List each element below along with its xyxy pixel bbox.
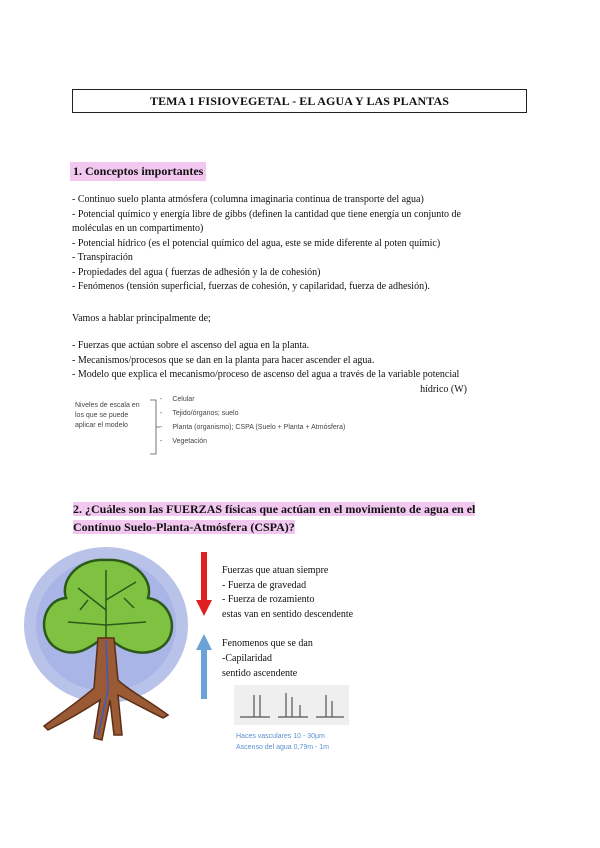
topics-list [72, 339, 522, 397]
list-item: -Capilaridad [222, 653, 272, 664]
list-item: Fenomenos que se dan [222, 638, 313, 649]
scale-label: Niveles de escala en los que se puede aplicar el modelo [75, 402, 140, 429]
photo-caption [236, 731, 329, 753]
list-item: - Planta (organismo); CSPA (Suelo + Planta + Atmósfera) [160, 424, 346, 431]
force-arrows [195, 550, 215, 700]
list-item: - Celular [160, 396, 195, 403]
list-item: - Potencial químico y energía libre de gibbs (definen la cantidad que tiene energía un conjunto de [72, 208, 461, 220]
tree-illustration [18, 540, 193, 755]
list-item: - Transpiración [72, 252, 133, 263]
list-item: - Fuerza de gravedad [222, 579, 307, 591]
list-item: hídrico (W) [420, 383, 467, 395]
section-1-heading: 1. Conceptos importantes [70, 162, 206, 181]
section-2-heading: 2. ¿Cuáles son las FUERZAS físicas que actúan en el movimiento de agua en el Contínuo Suelo-Planta-Atmósfera (CSPA)? [73, 502, 476, 534]
list-item: sentido ascendente [222, 668, 298, 679]
list-item: - Fuerza de rozamiento [222, 594, 315, 605]
scale-list [160, 396, 420, 452]
list-item: - Fenómenos (tensión superficial, fuerzas de cohesión, y capilaridad, fuerza de adhesión). [72, 281, 430, 292]
up-arrow-icon [196, 634, 212, 699]
list-item: - Tejido/órganos; suelo [160, 410, 239, 417]
list-item: - Fuerzas que actúan sobre el ascenso del agua en la planta. [72, 340, 310, 351]
list-item: - Mecanismos/procesos que se dan en la planta para hacer ascender el agua. [72, 354, 375, 366]
intro-text: Vamos a hablar principalmente de; [72, 313, 211, 324]
list-item: estas van en sentido descendente [222, 608, 354, 620]
list-item: - Continuo suelo planta atmósfera (columna imaginaria continua de transporte del agua) [72, 194, 424, 205]
page-title: TEMA 1 FISIOVEGETAL - EL AGUA Y LAS PLANTAS [72, 89, 527, 113]
list-item: - Potencial hídrico (es el potencial químico del agua, este se mide diferente al poten químic) [72, 237, 441, 249]
capillary-photo [234, 685, 349, 725]
caption-line: Haces vasculares 10 - 30µm [236, 733, 325, 740]
list-item: - Propiedades del agua ( fuerzas de adhesión y la de cohesión) [72, 266, 321, 278]
list-item: - Modelo que explica el mecanismo/proceso de ascenso del agua a través de la variable potencial [72, 369, 460, 380]
phenomena-list [222, 636, 313, 681]
concepts-list [72, 193, 522, 295]
caption-line: Ascenso del agua 0,79m - 1m [236, 744, 329, 751]
down-arrow-icon [196, 552, 212, 616]
list-item: - Vegetación [160, 438, 207, 445]
list-item: moléculas en un compartimento) [72, 223, 204, 234]
forces-list [222, 564, 353, 622]
list-item: Fuerzas que atuan siempre [222, 565, 329, 576]
